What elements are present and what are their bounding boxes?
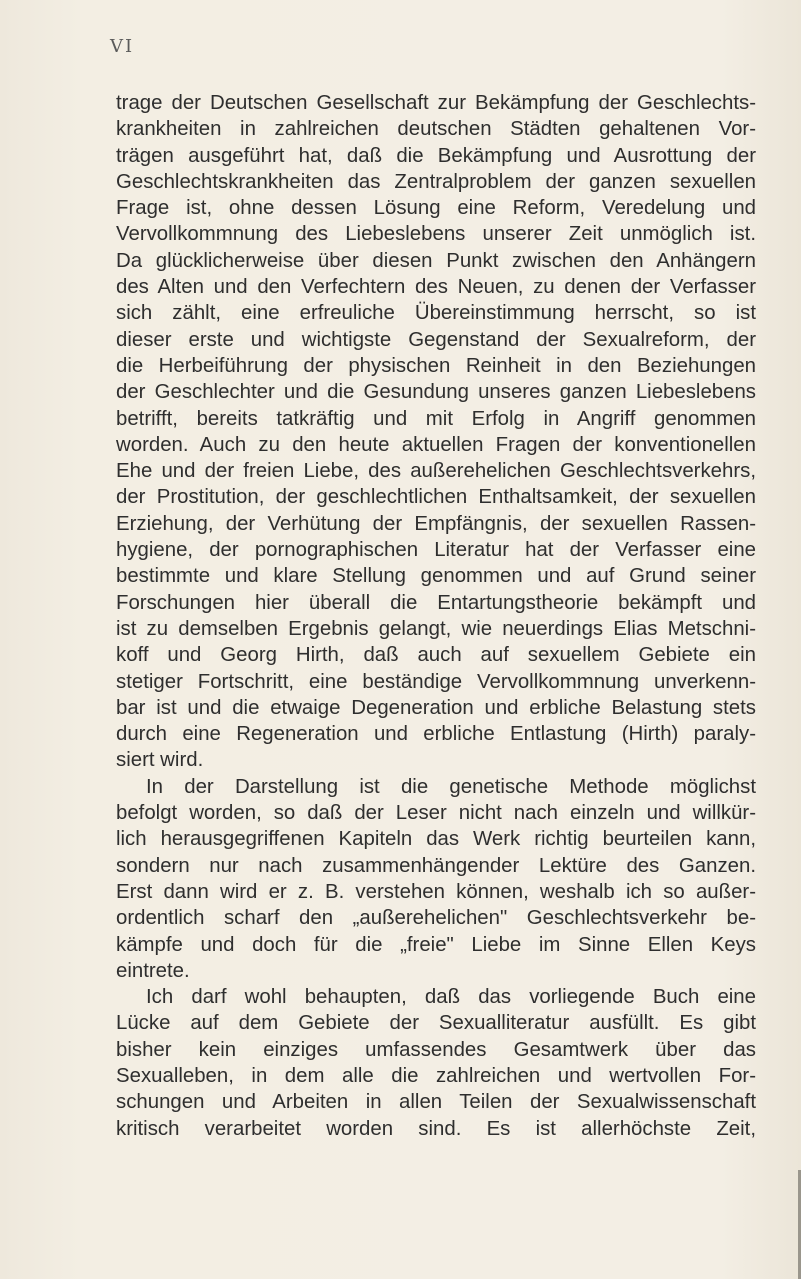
text-line: der Prostitution, der geschlechtlichen Enthaltsamkeit, der sexuellen [116,486,756,509]
text-line: bestimmte und klare Stellung genommen und auf Grund seiner [116,565,756,588]
text-line: betrifft, bereits tatkräftig und mit Erfolg in Angriff genommen [116,407,756,430]
text-line: Vervollkommnung des Liebeslebens unserer Zeit unmöglich ist. [116,223,756,246]
text-line: krankheiten in zahlreichen deutschen Städten gehaltenen Vor- [116,118,756,141]
text-line: ist zu demselben Ergebnis gelangt, wie neuerdings Elias Metschni- [116,617,756,640]
text-line: hygiene, der pornographischen Literatur hat der Verfasser eine [116,539,756,562]
text-line: sondern nur nach zusammenhängender Lektüre des Ganzen. [116,854,756,877]
text-line: Ehe und der freien Liebe, des außerehelichen Geschlechtsverkehrs, [116,460,756,483]
text-line: In der Darstellung ist die genetische Methode möglichst [146,775,756,798]
text-line: worden. Auch zu den heute aktuellen Fragen der konventionellen [116,433,756,456]
text-line: Erziehung, der Verhütung der Empfängnis, der sexuellen Rassen- [116,512,756,535]
text-line: siert wird. [116,749,204,772]
text-line: durch eine Regeneration und erbliche Entlastung (Hirth) paraly- [116,723,756,746]
text-line: Forschungen hier überall die Entartungstheorie bekämpft und [116,591,756,614]
text-line: koff und Georg Hirth, daß auch auf sexuellem Gebiete ein [116,644,756,667]
text-line: bisher kein einziges umfassendes Gesamtwerk über das [116,1038,756,1061]
text-line: lich herausgegriffenen Kapiteln das Werk richtig beurteilen kann, [116,828,756,851]
text-line: Lücke auf dem Gebiete der Sexualliteratur ausfüllt. Es gibt [116,1012,756,1035]
text-line: befolgt worden, so daß der Leser nicht nach einzeln und willkür- [116,802,756,825]
text-line: eintrete. [116,959,190,982]
text-line: Erst dann wird er z. B. verstehen können, weshalb ich so außer- [116,880,756,903]
text-line: der Geschlechter und die Gesundung unseres ganzen Liebeslebens [116,381,756,404]
text-line: kritisch verarbeitet worden sind. Es ist allerhöchste Zeit, [116,1117,756,1140]
text-line: bar ist und die etwaige Degeneration und erbliche Belastung stets [116,696,756,719]
text-line: dieser erste und wichtigste Gegenstand der Sexualreform, der [116,328,756,351]
text-line: sich zählt, eine erfreuliche Übereinstimmung herrscht, so ist [116,302,756,325]
text-line: schungen und Arbeiten in allen Teilen der Sexualwissenschaft [116,1091,756,1114]
text-line: stetiger Fortschritt, eine beständige Vervollkommnung unverkenn- [116,670,756,693]
text-line: Frage ist, ohne dessen Lösung eine Reform, Veredelung und [116,197,756,220]
text-line: Sexualleben, in dem alle die zahlreichen und wertvollen For- [116,1064,756,1087]
text-line: Da glücklicherweise über diesen Punkt zwischen den Anhängern [116,249,756,272]
text-line: die Herbeiführung der physischen Reinheit in den Beziehungen [116,354,756,377]
text-line: Geschlechtskrankheiten das Zentralproblem der ganzen sexuellen [116,170,756,193]
text-line: trage der Deutschen Gesellschaft zur Bekämpfung der Geschlechts- [116,92,756,114]
body-text [116,90,756,1142]
text-line: kämpfe und doch für die „freie" Liebe im Sinne Ellen Keys [116,933,756,956]
page-number: VI [110,36,135,57]
text-line: trägen ausgeführt hat, daß die Bekämpfung und Ausrottung der [116,144,756,167]
text-line: des Alten und den Verfechtern des Neuen, zu denen der Verfasser [116,276,756,299]
text-line: Ich darf wohl behaupten, daß das vorliegende Buch eine [146,986,756,1009]
text-line: ordentlich scharf den „außerehelichen" Geschlechtsverkehr be- [116,907,756,930]
